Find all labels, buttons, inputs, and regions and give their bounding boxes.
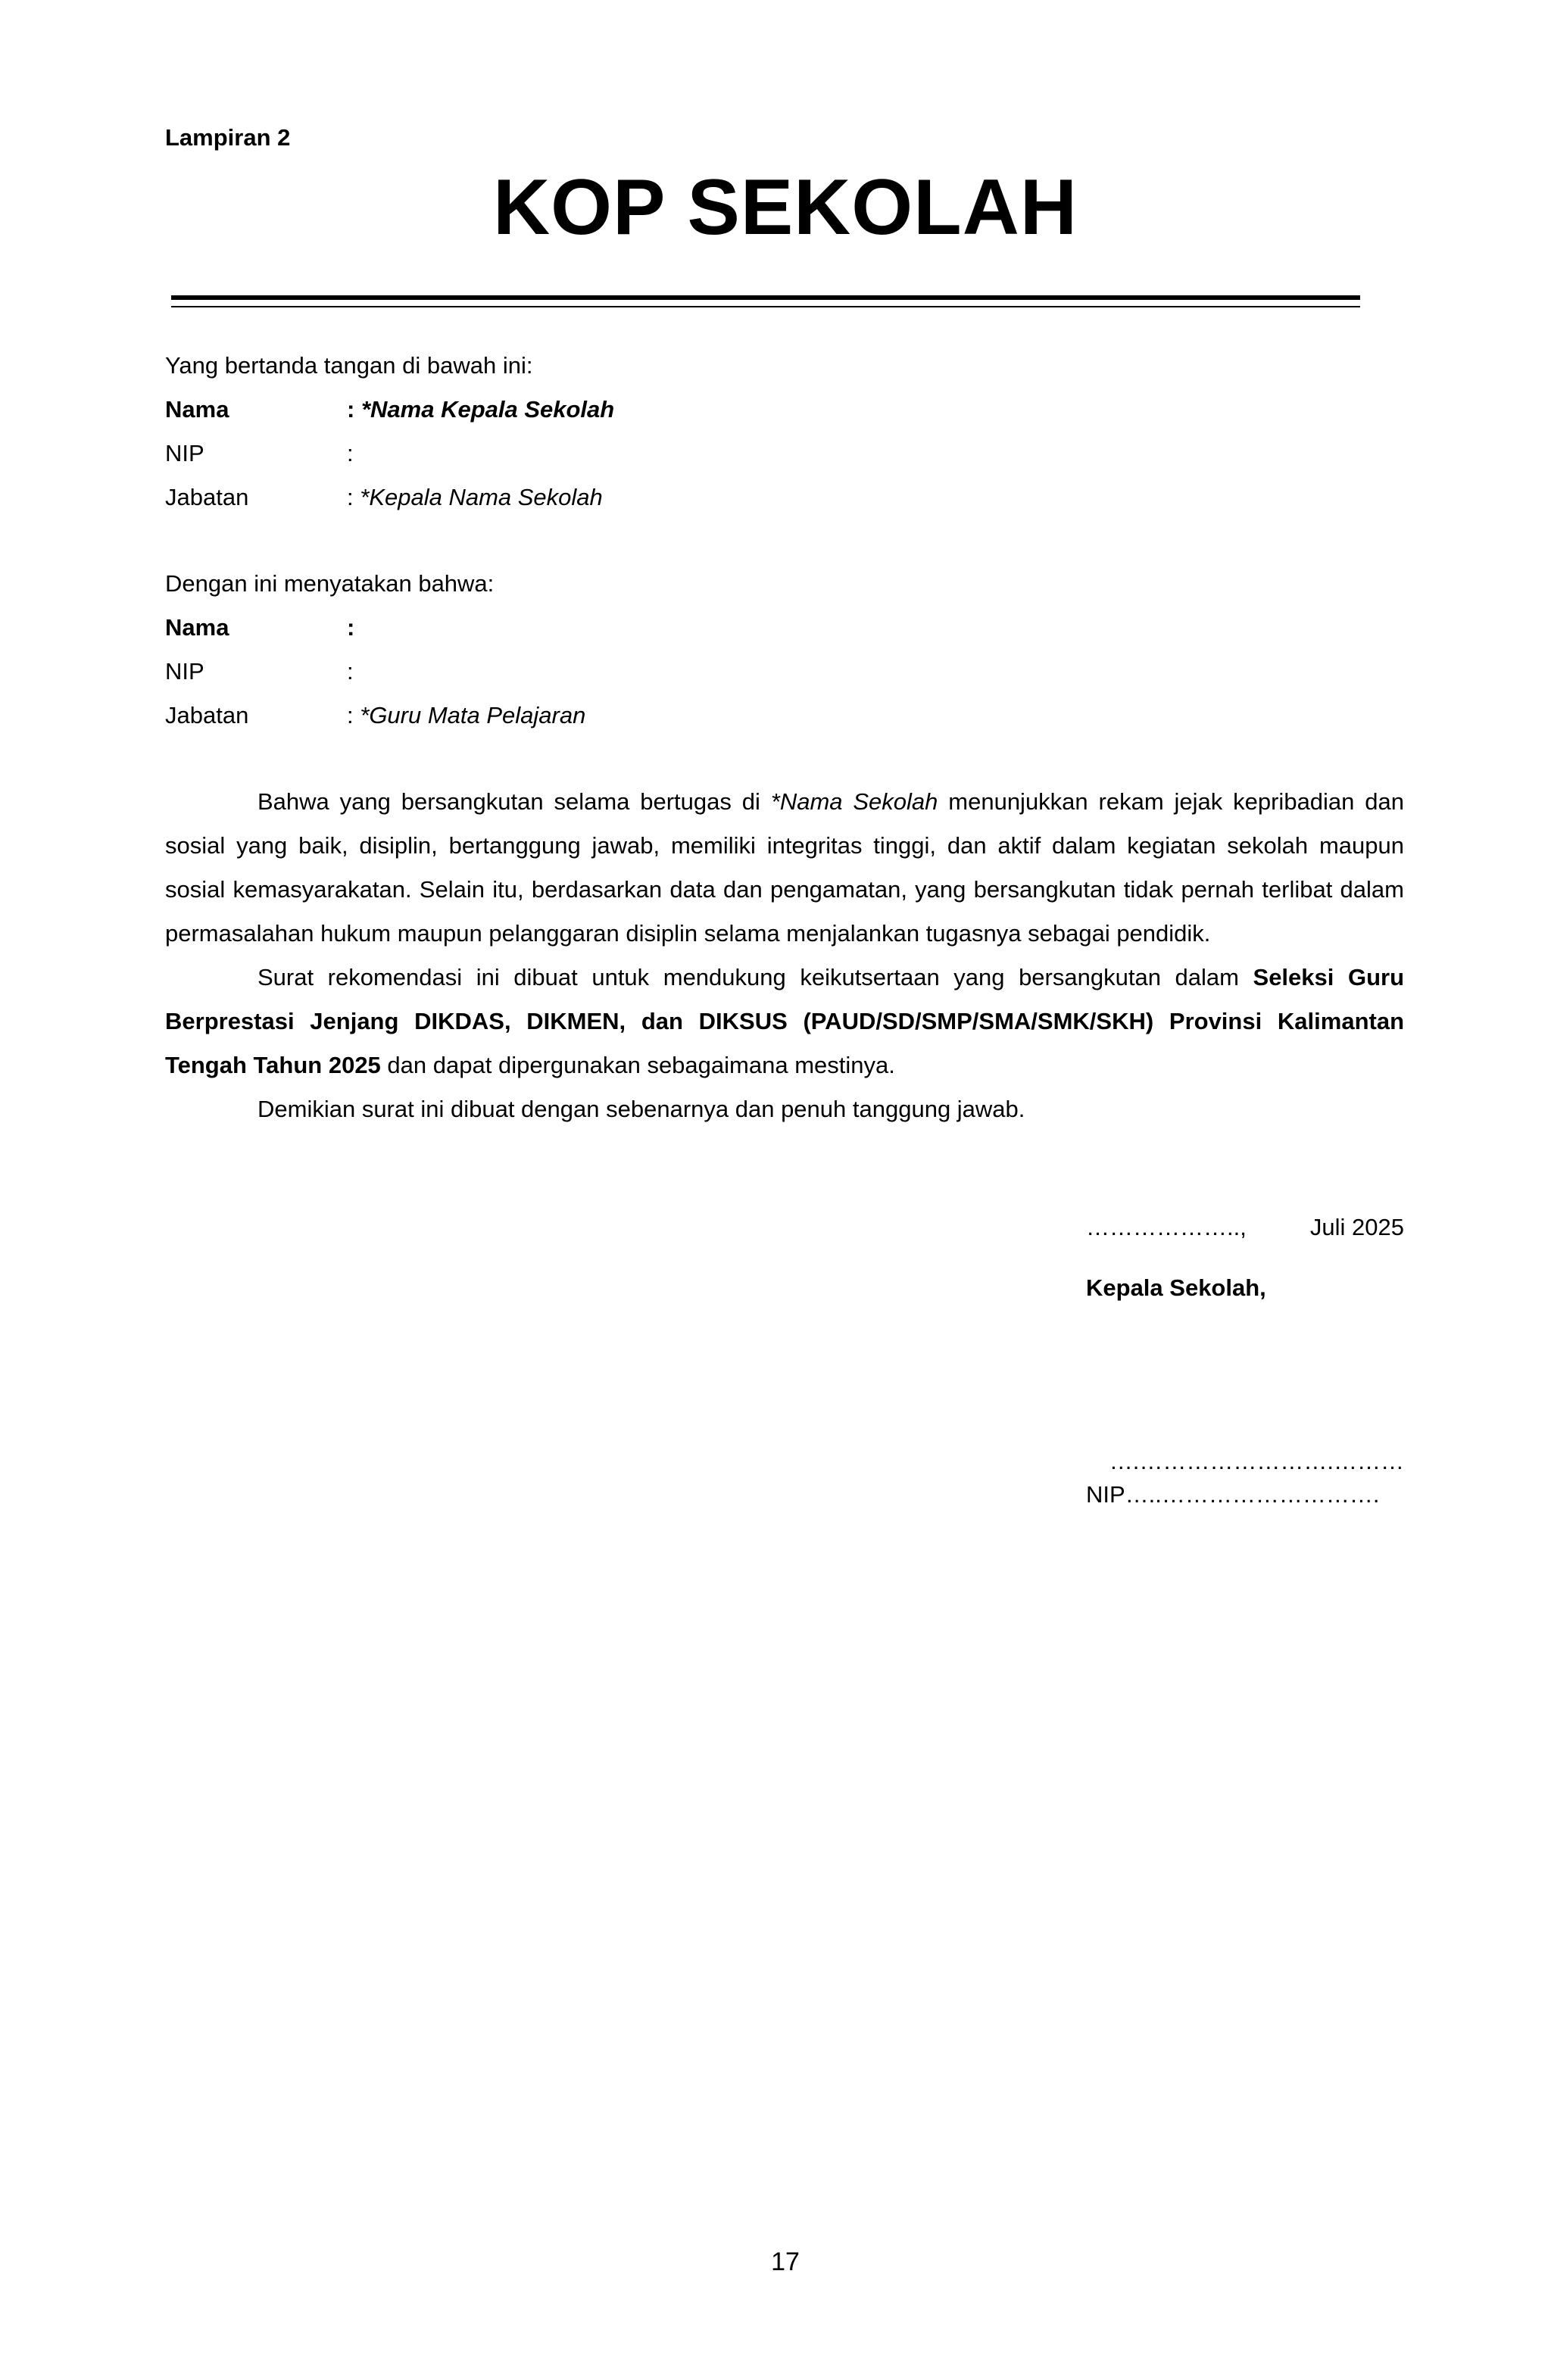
field-separator: :	[347, 658, 354, 685]
field-separator: :	[347, 484, 354, 510]
paragraph-text: dan dapat dipergunakan sebagaimana mestinya.	[380, 1052, 895, 1078]
subject-field-nip	[165, 650, 1404, 694]
paragraph-purpose	[165, 956, 1404, 1087]
letter-date: Juli 2025	[1309, 1214, 1404, 1240]
letterhead-rule-thick	[171, 295, 1360, 300]
signer-field-nip	[165, 432, 1404, 476]
field-label: Jabatan	[165, 702, 249, 728]
paragraph-closing	[165, 1087, 1404, 1131]
field-label: Nama	[165, 614, 229, 641]
field-separator: :	[347, 614, 355, 641]
field-value: *Nama Kepala Sekolah	[360, 396, 615, 423]
paragraph-text: Bahwa yang bersangkutan selama bertugas di	[257, 788, 771, 815]
signature-nip-placeholder: NIP…..……………………….	[1086, 1481, 1380, 1508]
subject-intro	[165, 562, 1404, 606]
letterhead-title: KOP SEKOLAH	[493, 164, 1078, 251]
signer-intro-text: Yang bertanda tangan di bawah ini:	[165, 352, 533, 379]
paragraph-text: Demikian surat ini dibuat dengan sebenarnya dan penuh tanggung jawab.	[257, 1096, 1025, 1122]
signer-intro	[165, 344, 1404, 388]
paragraph-text: Surat rekomendasi ini dibuat untuk mendukung keikutsertaan yang bersangkutan dalam	[257, 964, 1253, 990]
paragraph-record	[165, 780, 1404, 956]
subject-field-nama	[165, 606, 1404, 650]
signature-title: Kepala Sekolah,	[1086, 1274, 1266, 1301]
field-value: *Guru Mata Pelajaran	[360, 702, 586, 728]
signer-field-nama	[165, 388, 1404, 432]
field-label: Jabatan	[165, 484, 249, 510]
school-name-placeholder: *Nama Sekolah	[770, 788, 938, 815]
place-placeholder: ………………..,	[1086, 1214, 1247, 1240]
subject-field-jabatan	[165, 694, 1404, 738]
subject-intro-text: Dengan ini menyatakan bahwa:	[165, 570, 495, 597]
signature-place-date	[1086, 1206, 1404, 1249]
field-value: *Kepala Nama Sekolah	[360, 484, 603, 510]
signature-name-placeholder: ….…………………….………	[1109, 1448, 1404, 1474]
event-name: Seleksi Guru Berprestasi Jenjang DIKDAS, DIKMEN, dan DIKSUS (PAUD/SD/SMP/SMA/SMK/SKH) Provinsi Kalimantan Tengah Tahun 2025	[165, 964, 1405, 1078]
letter-body	[165, 780, 1404, 1131]
field-separator: :	[347, 396, 355, 423]
field-label: NIP	[165, 658, 204, 685]
subject-block	[165, 562, 1404, 738]
attachment-label: Lampiran 2	[165, 124, 291, 151]
field-label: Nama	[165, 396, 229, 423]
paragraph-text: menunjukkan rekam jejak kepribadian dan sosial yang baik, disiplin, bertanggung jawab, memiliki integritas tinggi, dan aktif dalam kegiatan sekolah maupun sosial kemasyarakatan. Selain itu, berdasarkan data dan pengamatan, yang bersangkutan tidak pernah terlibat dalam permasalahan hukum maupun pelanggaran disiplin selama menjalankan tugasnya sebagai pendidik.	[165, 788, 1404, 947]
field-separator: :	[347, 702, 354, 728]
field-separator: :	[347, 440, 354, 466]
signer-field-jabatan	[165, 476, 1404, 519]
letterhead-rule-thin	[171, 306, 1360, 307]
page-number: 17	[771, 2247, 800, 2276]
field-label: NIP	[165, 440, 204, 466]
signer-block	[165, 344, 1404, 519]
